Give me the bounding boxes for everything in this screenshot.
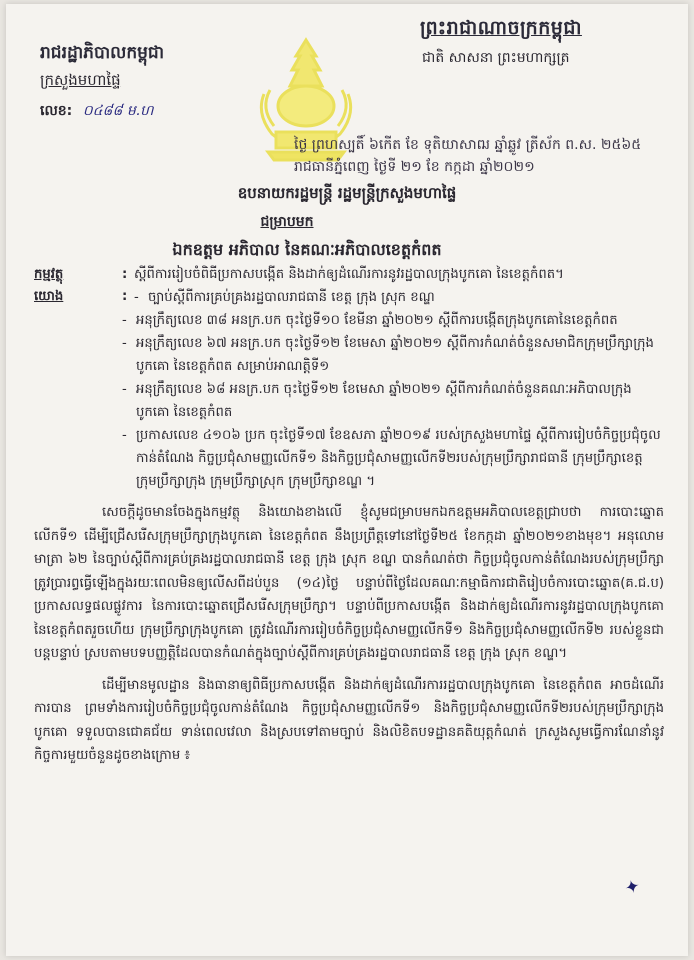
date-block [268,134,688,178]
addressee-block [6,184,688,263]
government-title: រាជរដ្ឋាភិបាលកម្ពុជា [40,43,165,63]
subject-colon: : [122,267,128,282]
letter-body [34,264,664,768]
reference-item: - អនុក្រឹត្យលេខ ៦៧ អនក្រ.បក ចុះថ្ងៃទី១២ ខែមេសា ឆ្នាំ២០២១ ស្តីពីការកំណត់ចំនួនសមាជិកក្រុមប្រឹក្សាក្រុងបូកគោ នៃខេត្តកំពត សម្រាប់អាណត្តិទី១ [122,336,654,374]
references-row [34,286,664,309]
references-list [134,286,664,309]
subject-label: កម្មវត្ថុ [34,267,64,282]
to-label: ជម្រាបមក [260,214,314,230]
reference-item: - អនុក្រឹត្យលេខ ៦៨ អនក្រ.បក ចុះថ្ងៃទី១២ ខែមេសា ឆ្នាំ២០២១ ស្តីពីការកំណត់ចំនួនគណៈអភិបាលក្រុងបូកគោ នៃខេត្តកំពត [122,382,632,420]
references-list-cont [34,309,664,493]
subject-row [34,264,664,286]
star-mark-icon: ✦ [622,875,643,900]
references-label: យោង [34,289,64,304]
reference-number [40,101,164,122]
reference-item: - អនុក្រឹត្យលេខ ៣៨ អនក្រ.បក ចុះថ្ងៃទី១០ ខែមីនា ឆ្នាំ២០២១ ស្តីពីការបង្កើតក្រុងបូកគោនៃខេត្តកំពត [122,313,618,328]
recipient-title: ឯកឧត្តម អភិបាល នៃគណៈអភិបាលខេត្តកំពត [172,240,442,259]
lunar-date: ថ្ងៃ ព្រហស្បតិ៍ ៦កើត ខែ ទុតិយាសាឍ ឆ្នាំឆ្លូវ ត្រីស័ក ព.ស. ២៥៦៥ [294,137,642,153]
body-paragraph: សេចក្តីដូចមានចែងក្នុងកម្មវត្ថុ និងយោងខាងលើ ខ្ញុំសូមជម្រាបមកឯកឧត្តមអភិបាលខេត្តជ្រាបថា ការបោះឆ្នោតលើកទី១ ដើម្បីជ្រើសរើសក្រុមប្រឹក្សាក្រុងបូកគោ នៃខេត្តកំពត នឹងប្រព្រឹត្តទៅនៅថ្ងៃទី២៥ ខែកក្កដា ឆ្នាំ២០២១ខាងមុខ។ អនុលោមមាត្រា ៦២ នៃច្បាប់ស្តីពីការគ្រប់គ្រងរដ្ឋបាលរាជធានី ខេត្ត ក្រុង ស្រុក ខណ្ឌ បានកំណត់ថា កិច្ចប្រជុំចូលកាន់តំណែងរបស់ក្រុមប្រឹក្សា ត្រូវប្រារព្ធធ្វើឡើងក្នុងរយៈពេលមិនឲ្យលើសពីដប់បួន (១៤)ថ្ងៃ បន្ទាប់ពីថ្ងៃដែលគណៈកម្មាធិការជាតិរៀបចំការបោះឆ្នោត(គ.ជ.ប) ប្រកាសលទ្ធផលផ្លូវការ នៃការបោះឆ្នោតជ្រើសរើសក្រុមប្រឹក្សា។ បន្ទាប់ពីប្រកាសបង្កើត និងដាក់ឲ្យដំណើរការនូវរដ្ឋបាលក្រុងបូកគោ នៃខេត្តកំពតរួចហើយ ក្រុមប្រឹក្សាក្រុងបូកគោ ត្រូវដំណើរការរៀបចំកិច្ចប្រជុំសាមញ្ញលើកទី១ និងកិច្ចប្រជុំសាមញ្ញលើកទី២ របស់ខ្លួនជាបន្តបន្ទាប់ ស្របតាមបទបញ្ញត្តិដែលបានកំណត់ក្នុងច្បាប់ស្តីពីការគ្រប់គ្រងរដ្ឋបាលរាជធានី ខេត្ត ក្រុង ស្រុក ខណ្ឌ។ [34,505,664,661]
ref-number: ០៤៨៨ ម.ហ [82,103,154,119]
ministry-header [40,42,164,122]
reference-item: - ប្រកាសលេខ ៤១០៦ ប្រក ចុះថ្ងៃទី១៧ ខែឧសភា ឆ្នាំ២០១៩ របស់ក្រសួងមហាផ្ទៃ ស្តីពីការរៀបចំកិច្ចប្រជុំចូលកាន់តំណែង កិច្ចប្រជុំសាមញ្ញលើកទី១ និងកិច្ចប្រជុំសាមញ្ញលើកទី២របស់ក្រុមប្រឹក្សារាជធានី ក្រុមប្រឹក្សាខេត្ត ក្រុមប្រឹក្សាក្រុង ក្រុមប្រឹក្សាស្រុក ក្រុមប្រឹក្សាខណ្ឌ ។ [122,428,661,489]
ref-label: លេខ: [40,103,73,119]
subject-text: ស្តីពីការរៀបចំពិធីប្រកាសបង្កើត និងដាក់ឲ្យដំណើរការនូវរដ្ឋបាលក្រុងបូកគោ នៃខេត្តកំពត។ [134,267,564,282]
national-motto: ជាតិ សាសនា ព្រះមហាក្សត្រ [422,50,570,66]
reference-item: - ច្បាប់ស្តីពីការគ្រប់គ្រងរដ្ឋបាលរាជធានី ខេត្ត ក្រុង ស្រុក ខណ្ឌ [134,290,435,305]
kingdom-title: ព្រះរាជាណាចក្រកម្ពុជា [420,17,582,39]
solar-date: រាជធានីភ្នំពេញ ថ្ងៃទី ២១ ខែ កក្កដា ឆ្នាំ២០២១ [294,159,535,175]
sender-title: ឧបនាយករដ្ឋមន្ត្រី រដ្ឋមន្ត្រីក្រសួងមហាផ្ទៃ [237,184,457,202]
kingdom-header [420,16,630,69]
references-colon: : [122,289,128,304]
ministry-name: ក្រសួងមហាផ្ទៃ [40,71,121,89]
letter-sheet [6,4,688,956]
body-paragraph: ដើម្បីមានមូលដ្ឋាន និងធានាឲ្យពិធីប្រកាសបង្កើត និងដាក់ឲ្យដំណើរការរដ្ឋបាលក្រុងបូកគោ នៃខេត្តកំពត អាចដំណើរការបាន ព្រមទាំងការរៀបចំកិច្ចប្រជុំចូលកាន់តំណែង កិច្ចប្រជុំសាមញ្ញលើកទី១ និងកិច្ចប្រជុំសាមញ្ញលើកទី២របស់ក្រុមប្រឹក្សាក្រុងបូកគោ ទទួលបានជោគជ័យ ទាន់ពេលវេលា និងស្របទៅតាមច្បាប់ និងលិខិតបទដ្ឋានគតិយុត្តកំណត់ ក្រសួងសូមធ្វើការណែនាំនូវកិច្ចការមួយចំនួនដូចខាងក្រោម ៖ [34,677,664,763]
